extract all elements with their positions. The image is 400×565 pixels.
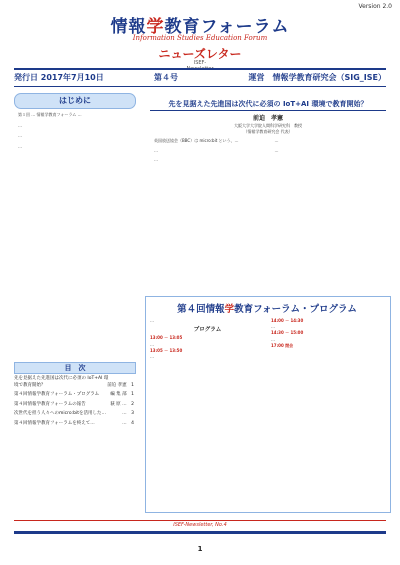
program-title-pre: 第４回情報 [177, 304, 225, 315]
intro-text [14, 112, 134, 360]
program-line: … [150, 354, 154, 360]
issue-date: 発行日 2017年7月10日 [14, 73, 104, 82]
article-paragraph: … [154, 157, 158, 162]
toc-item-author: 萩 原 … [110, 401, 127, 407]
toc-item[interactable] [14, 421, 134, 428]
footer-rule [14, 520, 386, 521]
article-paragraph: … [274, 138, 279, 143]
issue-rule [14, 86, 386, 87]
article-column [271, 138, 387, 290]
article-title: 先を見据えた先進国は次代に必須の IoT+AI 環境で教育開始？ [168, 100, 368, 108]
program-time: 14:00 － 14:30 [271, 318, 304, 323]
intro-paragraph: … [18, 143, 22, 149]
toc-item-page: 2 [131, 401, 134, 407]
program-line: … [271, 324, 275, 330]
article-paragraph: 英国放送協会（BBC）は micro:bit という、… [154, 138, 239, 143]
program-title-accent: 学 [224, 304, 235, 315]
newsletter-label-jp: ニューズレター [158, 47, 242, 61]
issue-bar [14, 72, 386, 85]
toc-item[interactable] [14, 402, 134, 409]
affiliation-line: （情報学教育研究会 代表） [243, 129, 293, 134]
toc-item-title: 先を見据えた先進国は次代に必須の IoT+AI 環境で教育開始？ [14, 376, 109, 388]
program-title-post: 教育フォーラム・プログラム [234, 304, 357, 315]
article-column [150, 138, 266, 290]
intro-paragraph: 第１回 … 情報学教育フォーラム … [18, 112, 82, 117]
program-time: 13:05 － 13:50 [150, 347, 183, 353]
article-rule [150, 110, 386, 111]
toc-heading: 目 次 [14, 362, 136, 374]
toc-item-author: 編 集 部 [110, 392, 127, 397]
article-paragraph: … [274, 147, 279, 153]
intro-heading: はじめに [14, 93, 136, 109]
title-accent: 学 [146, 17, 165, 37]
program-heading: プログラム [193, 327, 222, 334]
title-post: 教育フォーラム [164, 17, 290, 37]
toc-item-author: … [122, 420, 127, 426]
affiliation-line: 大阪大学大学院人間科学研究科 教授 [234, 123, 302, 128]
toc-item-title: 第４回情報学教育フォーラム・プログラム [14, 392, 100, 397]
toc-item[interactable] [14, 376, 134, 389]
article-body [150, 138, 386, 290]
toc-item-page: 4 [131, 420, 134, 426]
article-author: 前迫 孝憲 [252, 115, 283, 122]
program-column [150, 318, 265, 508]
toc-item-title: 第４回情報学教育フォーラムの報告 [14, 401, 86, 407]
title-pre: 情報 [110, 17, 147, 37]
program-columns [150, 318, 386, 508]
toc-item-page: 1 [131, 382, 134, 388]
newsletter-label-en: ISEF- [193, 60, 207, 66]
toc-item[interactable] [14, 411, 134, 418]
intro-paragraph: … [18, 133, 22, 138]
toc-item-author: 前迫 孝憲 [107, 382, 127, 388]
table-of-contents [14, 376, 134, 430]
footer-newsletter-number: ISEF-Newsletter, No.4 [173, 522, 227, 528]
program-title [145, 301, 389, 315]
program-line: … [150, 318, 154, 323]
version-label: Version 2.0 [358, 3, 392, 10]
program-line: … [271, 336, 275, 342]
header-rule [14, 68, 386, 70]
program-time: 13:00 － 13:05 [150, 335, 183, 341]
toc-item-title: 第４回情報学教育フォーラムを終えて… [14, 420, 95, 426]
program-line: … [150, 341, 154, 347]
program-time: 14:30 － 15:00 [271, 330, 304, 336]
toc-item-page: 1 [131, 392, 134, 397]
program-time: 17:00 閉会 [271, 342, 294, 348]
toc-item-page: 3 [131, 411, 134, 416]
issue-publisher: 運営 情報学教育研究会（SIG_ISE） [248, 73, 386, 82]
page-number: 1 [197, 545, 203, 553]
toc-item-title: 次世代を担う人々へのmicro:bitを活用した… [14, 411, 106, 416]
program-column [271, 318, 386, 508]
toc-item-author: … [122, 411, 127, 416]
issue-number: 第４号 [154, 73, 178, 82]
footer-bar [14, 531, 386, 534]
newsletter-subtitle: Information Studies Education Forum [132, 34, 268, 42]
intro-paragraph: … [18, 122, 22, 128]
article-affiliation [150, 123, 386, 135]
toc-item[interactable] [14, 392, 134, 399]
article-paragraph: … [154, 147, 158, 153]
